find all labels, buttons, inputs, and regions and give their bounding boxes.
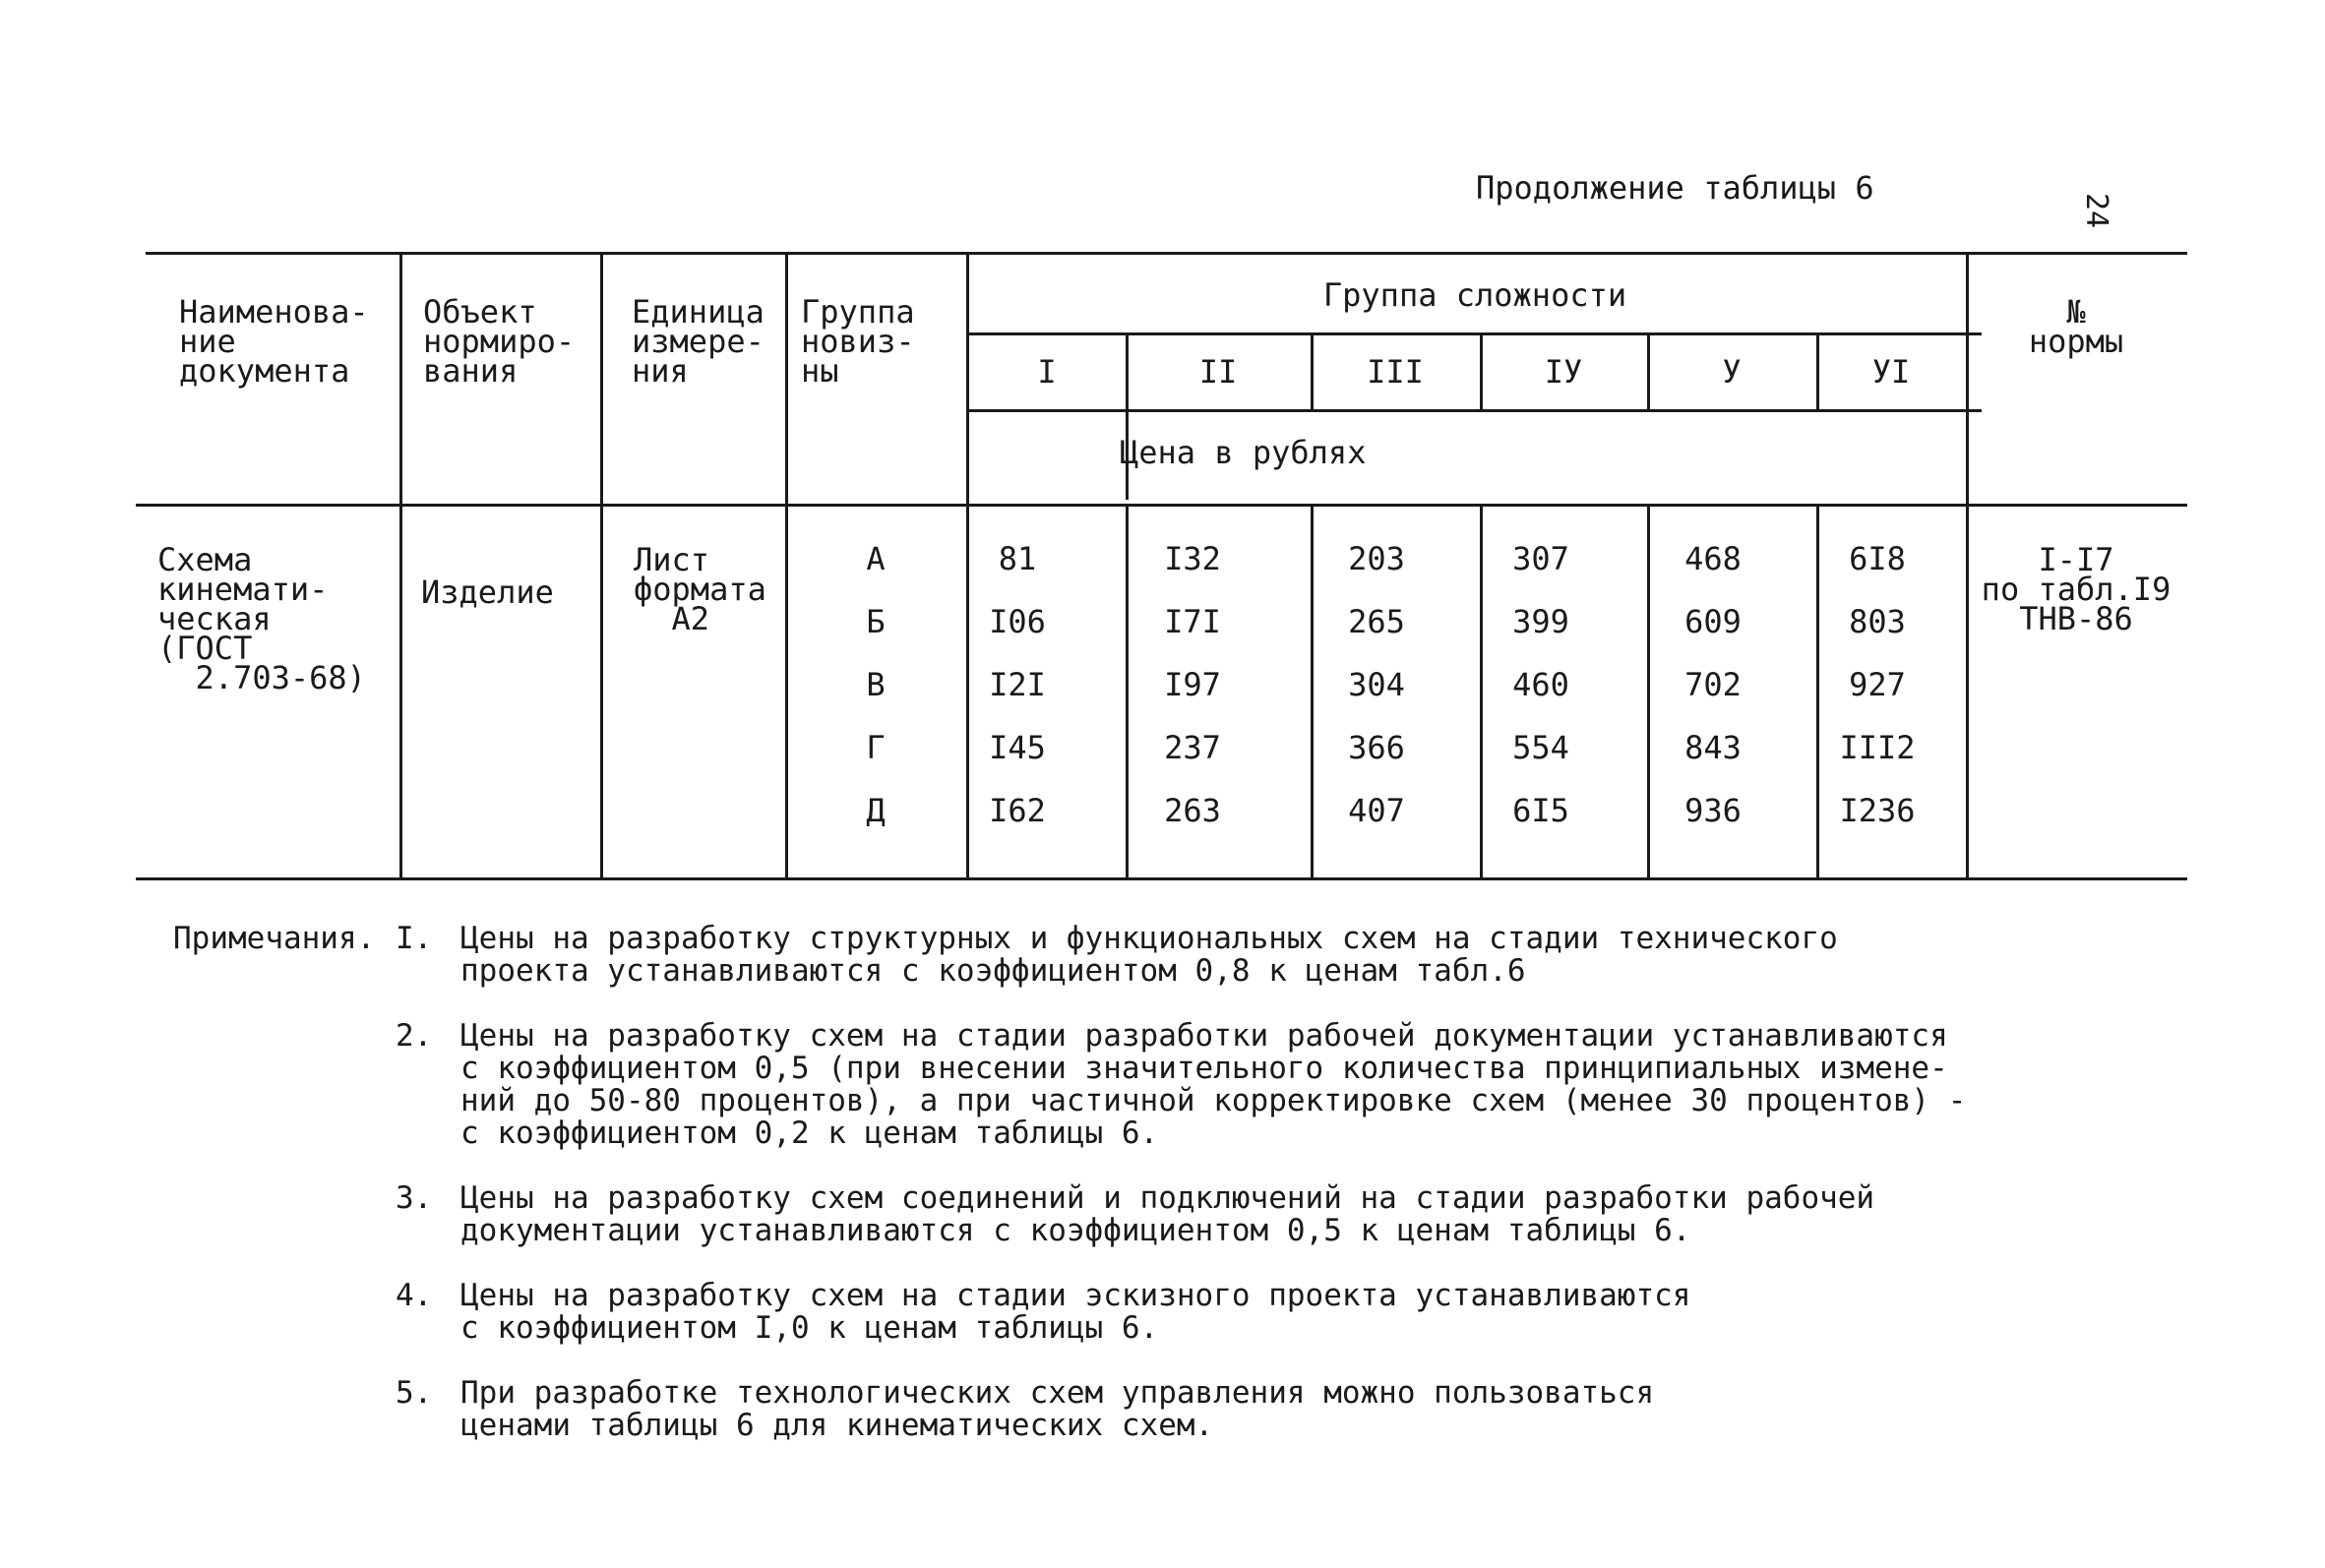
note-text: Цены на разработку схем соединений и подключений на стадии разработки рабочей документации устанавливаются с коэффициентом 0,5 к ценам таблицы 6. — [460, 1180, 1875, 1248]
price-cell: I62 — [989, 792, 1046, 829]
note-text: При разработке технологических схем управления можно пользоваться ценами таблицы 6 для кинематических схем. — [460, 1375, 1655, 1443]
norm-number: I-I7 по табл.I9 ТНВ-86 — [1981, 541, 2172, 637]
note-number: I. — [396, 921, 433, 956]
price-table — [136, 252, 2187, 881]
doc-name: Схема кинемати- ческая (ГОСТ 2.703-68) — [157, 541, 366, 696]
price-cell: 304 — [1348, 666, 1405, 703]
notes-block — [173, 923, 2141, 1475]
novelty-group: А — [866, 540, 886, 577]
complexity-group: IУ — [1544, 353, 1583, 391]
note-item — [173, 1280, 2141, 1345]
price-cell: 407 — [1348, 792, 1405, 829]
price-cell: 203 — [1348, 540, 1405, 577]
note-item — [173, 923, 2141, 988]
note-item — [173, 1377, 2141, 1442]
header-unit: Единица измере- ния — [632, 293, 765, 390]
price-cell: I2I — [989, 666, 1046, 703]
complexity-group: II — [1198, 353, 1238, 391]
price-cell: I236 — [1839, 792, 1916, 829]
notes-label: Примечания. — [173, 921, 376, 956]
price-cell: 803 — [1849, 603, 1906, 640]
note-text: Цены на разработку схем на стадии эскизного проекта устанавливаются с коэффициентом I,0 к ценам таблицы 6. — [460, 1278, 1691, 1346]
price-cell: 702 — [1684, 666, 1742, 703]
price-cell: 927 — [1849, 666, 1906, 703]
price-cell: I7I — [1164, 603, 1221, 640]
price-cell: 936 — [1684, 792, 1742, 829]
header-name: Наименова- ние документа — [179, 293, 369, 390]
note-number: 3. — [396, 1180, 433, 1216]
note-text: Цены на разработку структурных и функциональных схем на стадии технического проекта устанавливаются с коэффициентом 0,8 к ценам табл.6 — [460, 921, 1838, 989]
novelty-group: Д — [866, 792, 886, 829]
price-cell: 366 — [1348, 729, 1405, 766]
price-cell: 843 — [1684, 729, 1742, 766]
price-cell: 265 — [1348, 603, 1405, 640]
header-price: Цена в рублях — [1120, 434, 1367, 471]
header-bottom-rule — [136, 504, 2187, 507]
complexity-group: I — [1037, 353, 1057, 391]
price-cell: 554 — [1512, 729, 1569, 766]
measure-unit: Лист формата А2 — [634, 541, 766, 637]
price-cell: III2 — [1839, 729, 1916, 766]
novelty-group: В — [866, 666, 886, 703]
note-number: 5. — [396, 1375, 433, 1411]
price-cell: I97 — [1164, 666, 1221, 703]
header-novelty: Группа новиз- ны — [801, 293, 915, 390]
price-cell: 81 — [998, 540, 1037, 577]
novelty-group: Б — [866, 603, 886, 640]
complexity-group: III — [1367, 353, 1424, 391]
table-bottom-rule — [136, 877, 2187, 880]
col-divider — [600, 252, 603, 879]
price-cell: 468 — [1684, 540, 1742, 577]
col-divider — [399, 252, 402, 879]
header-complexity: Группа сложности — [1322, 276, 1627, 314]
complexity-rule — [968, 332, 1982, 335]
note-number: 4. — [396, 1278, 433, 1313]
price-cell: 263 — [1164, 792, 1221, 829]
price-cell: I06 — [989, 603, 1046, 640]
header-object: Объект нормиро- вания — [423, 293, 576, 390]
price-cell: I32 — [1164, 540, 1221, 577]
groups-rule — [968, 409, 1982, 412]
note-number: 2. — [396, 1018, 433, 1054]
price-cell: 609 — [1684, 603, 1742, 640]
norm-object: Изделие — [421, 573, 554, 611]
note-item — [173, 1182, 2141, 1247]
price-cell: 6I8 — [1849, 540, 1906, 577]
page-number: 24 — [2079, 193, 2113, 229]
novelty-group: Г — [866, 729, 886, 766]
price-cell: 307 — [1512, 540, 1569, 577]
note-text: Цены на разработку схем на стадии разработки рабочей документации устанавливаются с коэффициентом 0,5 (при внесении значительного количества принципиальных измене- ний до 50-80 процентов), а при частичной корректировке схем (менее 30 процентов) - с коэффициентом 0,2 к ценам таблицы 6. — [460, 1018, 1967, 1151]
note-item — [173, 1020, 2141, 1150]
price-cell: I45 — [989, 729, 1046, 766]
header-norm: № нормы — [2028, 293, 2124, 360]
complexity-group: У — [1722, 353, 1742, 391]
table-caption: Продолжение таблицы 6 — [1476, 169, 1874, 207]
price-cell: 6I5 — [1512, 792, 1569, 829]
price-cell: 237 — [1164, 729, 1221, 766]
price-cell: 399 — [1512, 603, 1569, 640]
complexity-group: УI — [1871, 353, 1911, 391]
table-top-rule — [146, 252, 2187, 255]
price-cell: 460 — [1512, 666, 1569, 703]
